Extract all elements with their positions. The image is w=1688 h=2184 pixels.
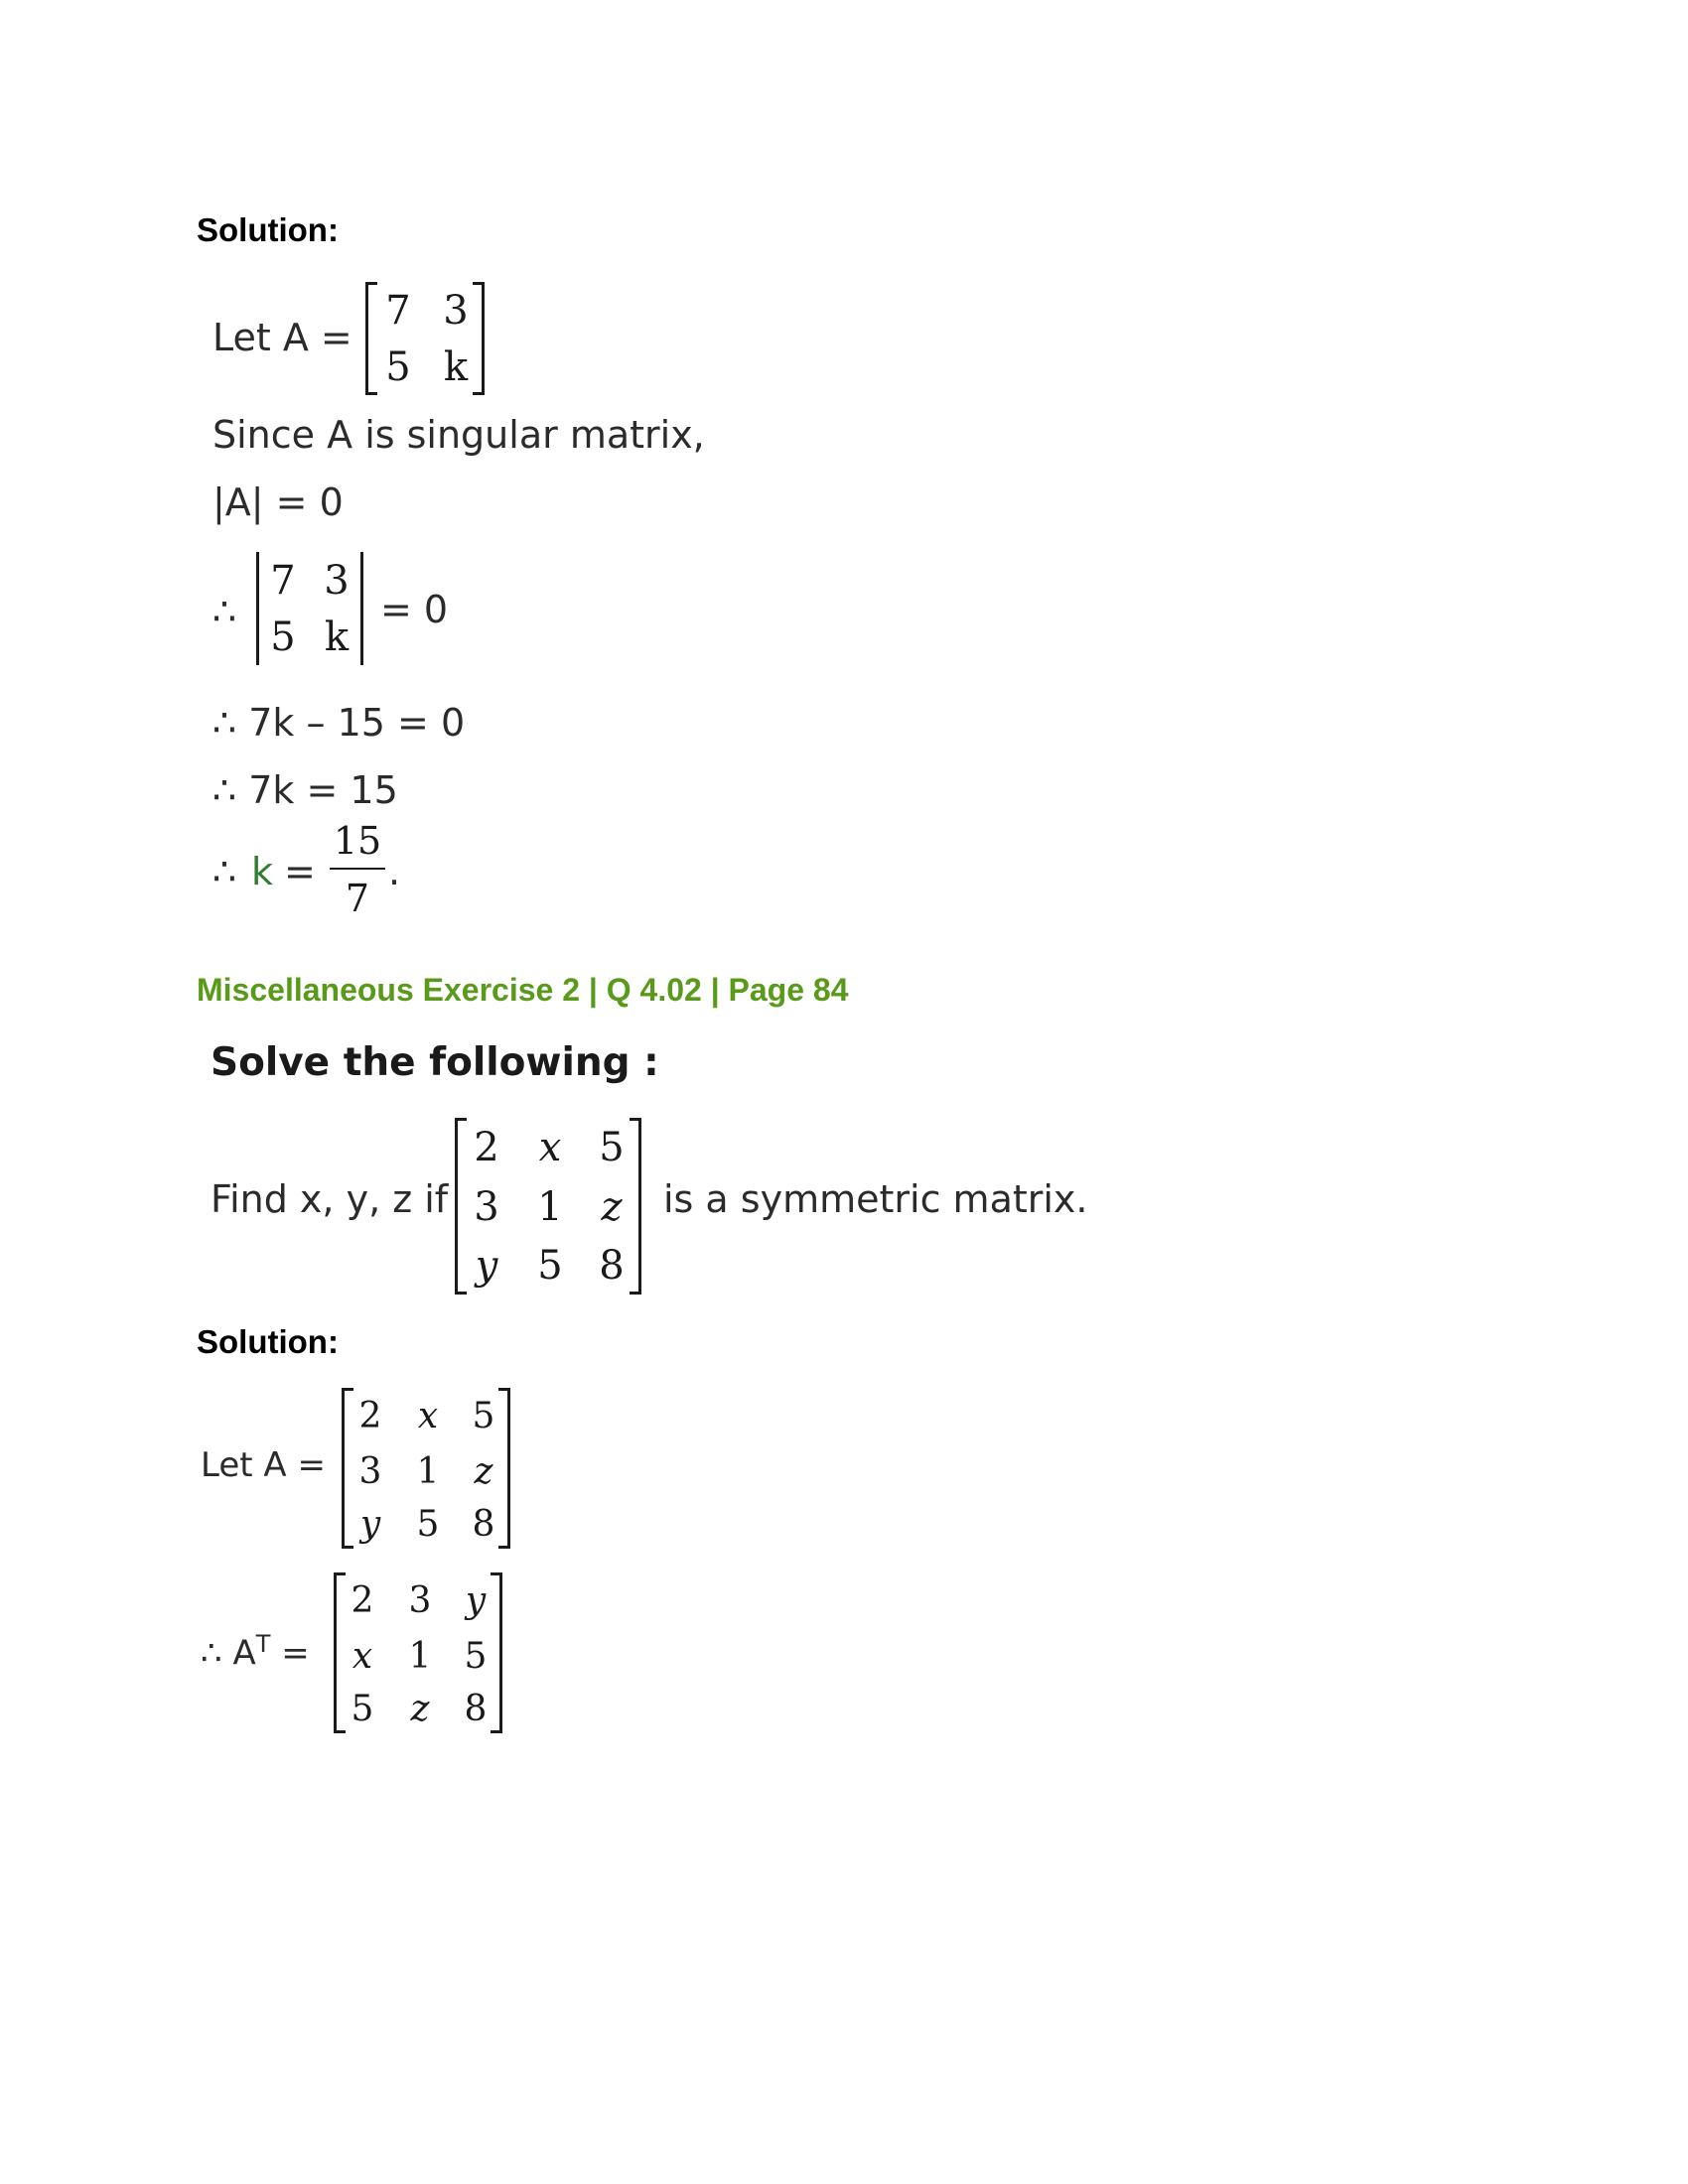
matrix-cell: z bbox=[601, 1184, 623, 1230]
solution-label: Solution: bbox=[197, 1323, 339, 1360]
transpose-superscript: T bbox=[255, 1630, 271, 1658]
step-3-period: . bbox=[388, 850, 401, 893]
matrix-cell: 5 bbox=[464, 1635, 488, 1677]
matrix-cell: 1 bbox=[537, 1184, 563, 1230]
matrix-cell: 1 bbox=[416, 1450, 440, 1492]
question-heading: Miscellaneous Exercise 2 | Q 4.02 | Page 84 bbox=[197, 972, 849, 1008]
find-text: Find x, y, z if bbox=[211, 1177, 449, 1221]
matrix-cell: 2 bbox=[358, 1395, 382, 1436]
matrix-cell: 3 bbox=[443, 287, 469, 334]
matrix-cell: 8 bbox=[472, 1503, 495, 1545]
fraction-denominator: 7 bbox=[345, 877, 370, 920]
step-2: ∴ 7k = 15 bbox=[212, 768, 398, 812]
let-a-text: Let A = bbox=[201, 1445, 326, 1485]
instruction: Solve the following : bbox=[211, 1040, 659, 1085]
matrix-cell: y bbox=[465, 1579, 487, 1621]
transpose-label bbox=[201, 1630, 310, 1673]
matrix-a-transpose bbox=[334, 1572, 502, 1733]
since-text: Since A is singular matrix, bbox=[212, 413, 705, 457]
matrix-cell: 8 bbox=[599, 1243, 625, 1289]
matrix-cell: 2 bbox=[351, 1579, 374, 1621]
transpose-prefix: ∴ A bbox=[201, 1633, 256, 1674]
step-3-prefix: ∴ bbox=[212, 850, 237, 893]
step-3-k: k bbox=[251, 850, 274, 893]
determinant-a bbox=[256, 552, 363, 665]
matrix-cell: 8 bbox=[464, 1688, 488, 1729]
matrix-cell: y bbox=[359, 1503, 381, 1545]
det-cell: 3 bbox=[324, 557, 350, 604]
matrix-a bbox=[365, 282, 485, 395]
step-1: ∴ 7k – 15 = 0 bbox=[212, 701, 466, 745]
matrix-cell: 5 bbox=[472, 1395, 495, 1436]
matrix-cell: 1 bbox=[408, 1635, 432, 1677]
matrix-cell: k bbox=[443, 343, 469, 390]
matrix-cell: 5 bbox=[537, 1243, 563, 1289]
matrix-cell: 5 bbox=[416, 1503, 440, 1545]
fraction-bar bbox=[330, 868, 385, 870]
det-equation: |A| = 0 bbox=[212, 480, 344, 524]
tail-text: is a symmetric matrix. bbox=[663, 1177, 1088, 1221]
matrix-cell: 2 bbox=[474, 1125, 499, 1170]
matrix-cell: y bbox=[475, 1243, 498, 1289]
fraction-numerator: 15 bbox=[333, 819, 382, 863]
matrix-a bbox=[342, 1388, 510, 1549]
let-a-text: Let A = bbox=[212, 316, 352, 359]
det-cell: k bbox=[324, 614, 350, 660]
equals-zero: = 0 bbox=[380, 588, 449, 631]
matrix-cell: 7 bbox=[385, 287, 411, 334]
matrix-cell: x bbox=[417, 1395, 439, 1436]
solution-label: Solution: bbox=[197, 211, 339, 248]
matrix-cell: 3 bbox=[474, 1184, 499, 1230]
matrix-cell: x bbox=[352, 1635, 373, 1677]
matrix-cell: z bbox=[410, 1688, 430, 1729]
question-matrix bbox=[455, 1118, 641, 1295]
matrix-cell: x bbox=[538, 1125, 562, 1170]
fraction-15-7 bbox=[330, 819, 385, 920]
matrix-cell: 3 bbox=[358, 1450, 382, 1492]
matrix-cell: 5 bbox=[351, 1688, 374, 1729]
matrix-cell: 5 bbox=[599, 1125, 625, 1170]
det-cell: 5 bbox=[270, 614, 296, 660]
transpose-equals: = bbox=[281, 1633, 310, 1674]
therefore-symbol: ∴ bbox=[212, 590, 237, 633]
matrix-cell: 3 bbox=[408, 1579, 432, 1621]
matrix-cell: 5 bbox=[385, 343, 411, 390]
det-cell: 7 bbox=[270, 557, 296, 604]
step-3-equals: = bbox=[284, 850, 316, 893]
matrix-cell: z bbox=[474, 1450, 493, 1492]
